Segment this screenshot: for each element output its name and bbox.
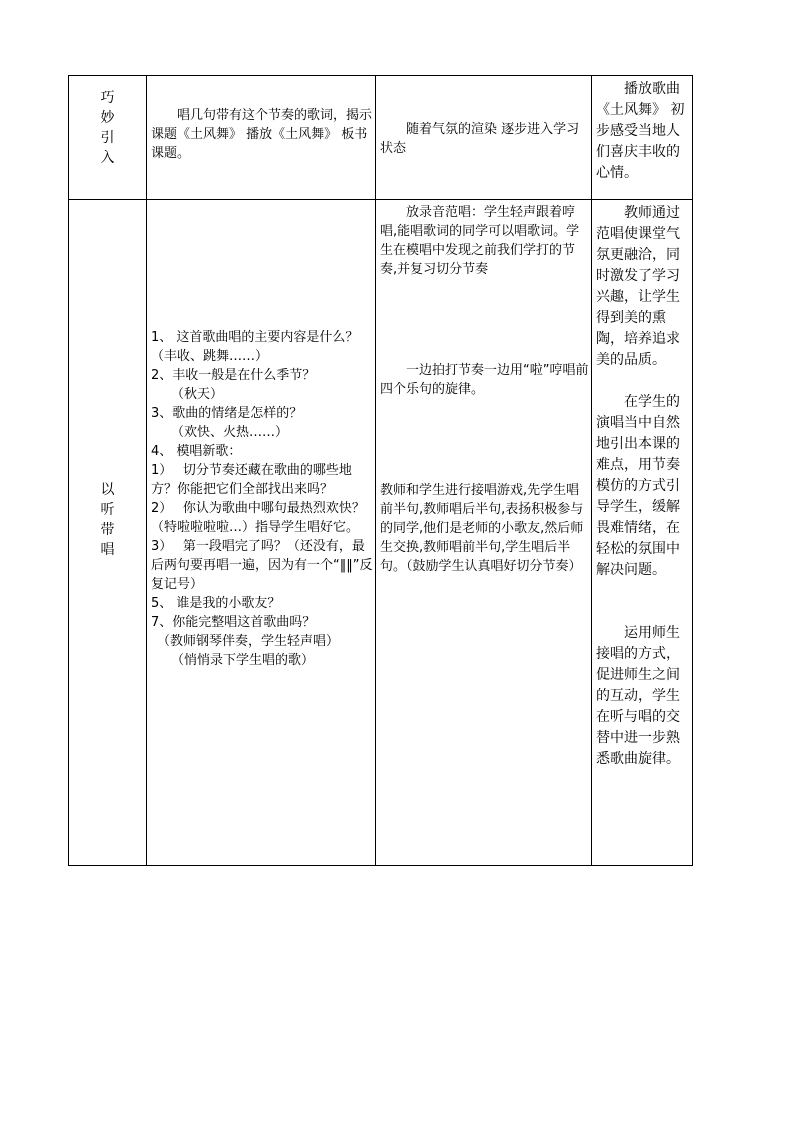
intent-text: 播放歌曲《土风舞》 初步感受当地人们喜庆丰收的心情。	[596, 81, 685, 181]
question-note: （教师钢琴伴奏，学生轻声唱）	[157, 634, 340, 649]
question-item: 4、 模唱新歌：	[151, 444, 242, 459]
question-item: 2、丰收一般是在什么季节？	[151, 368, 316, 383]
teacher-activity-cell	[147, 200, 376, 866]
question-item: 7、你能完整唱这首歌曲吗？	[151, 615, 316, 630]
table-row	[69, 200, 693, 866]
question-item: 3、歌曲的情绪是怎样的？	[151, 406, 303, 421]
lesson-plan-table	[68, 75, 693, 866]
student-text: 随着气氛的渲染 逐步进入学习状态	[380, 122, 580, 156]
stage-label: 巧妙引入	[100, 90, 115, 166]
question-note: （悄悄录下学生唱的歌）	[171, 653, 315, 668]
question-answer: （欢快、火热……）	[171, 425, 289, 440]
intent-text: 在学生的演唱当中自然地引出本课的难点，用节奏模仿的方式引导学生，缓解畏难情绪，在轻松的氛围中解决问题。	[596, 394, 680, 578]
student-activity-cell	[376, 200, 592, 866]
sub-question-item: 3） 第一段唱完了吗？（还没有，最后两句要再唱一遍，因为有一个“‖‖”反复记号）	[151, 539, 373, 592]
intent-text: 运用师生接唱的方式，促进师生之间的互动，学生在听与唱的交替中进一步熟悉歌曲旋律。	[596, 625, 680, 767]
design-intent-cell	[592, 76, 693, 200]
table-row	[69, 76, 693, 200]
stage-label: 以听带唱	[100, 482, 115, 558]
teacher-activity-cell	[147, 76, 376, 200]
question-item: 5、 谁是我的小歌友？	[151, 596, 281, 611]
student-text: 放录音范唱：学生轻声跟着哼唱,能唱歌词的同学可以唱歌词。学生在模唱中发现之前我们学打的节奏,并复习切分节奏	[380, 205, 580, 277]
stage-cell	[69, 76, 147, 200]
student-text: 教师和学生进行接唱游戏,先学生唱前半句,教师唱后半句,表扬积极参与的同学,他们是老师的小歌友,然后师生交换,教师唱前半句,学生唱后半句。（鼓励学生认真唱好切分节奏）	[380, 483, 584, 574]
student-text: 一边拍打节奏一边用“啦”哼唱前四个乐句的旋律。	[380, 363, 589, 397]
intent-text: 教师通过范唱使课堂气氛更融洽，同时激发了学习兴趣，让学生得到美的熏陶，培养追求美的品质。	[596, 205, 680, 368]
sub-question-item: 2） 你认为歌曲中哪句最热烈欢快？（特啦啦啦啦…）指导学生唱好它。	[151, 501, 365, 535]
sub-question-item: 1） 切分节奏还藏在歌曲的哪些地方？你能把它们全部找出来吗？	[151, 463, 352, 497]
question-answer: （秋天）	[171, 387, 224, 402]
stage-cell	[69, 200, 147, 866]
design-intent-cell	[592, 200, 693, 866]
question-item: 1、 这首歌曲唱的主要内容是什么？（丰收、跳舞……）	[151, 330, 359, 364]
student-activity-cell	[376, 76, 592, 200]
teacher-text: 唱几句带有这个节奏的歌词，揭示课题《土风舞》 播放《土风舞》 板书课题。	[151, 108, 373, 161]
